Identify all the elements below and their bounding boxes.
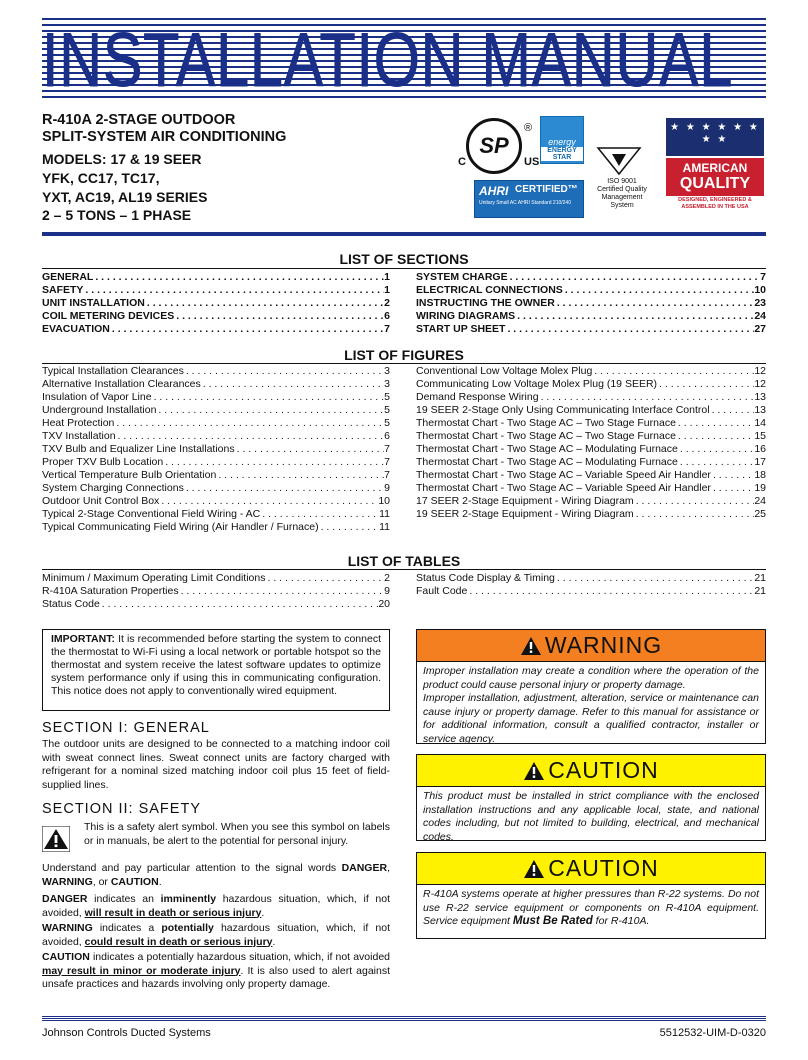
iso-line-2: Certified Quality [597, 186, 647, 193]
sections-left-list [42, 271, 390, 336]
toc-entry-label: Proper TXV Bulb Location [42, 456, 164, 468]
toc-entry[interactable] [42, 310, 390, 323]
toc-entry-page: 24 [754, 495, 766, 507]
toc-entry[interactable] [42, 417, 390, 430]
aq-bot-1: DESIGNED, ENGINEERED & [678, 197, 752, 203]
toc-entry-label: Status Code [42, 598, 100, 610]
toc-entry-page: 12 [754, 365, 766, 377]
toc-entry-label: GENERAL [42, 271, 94, 283]
aq-american: AMERICAN [682, 161, 748, 175]
footer-rule [42, 1016, 766, 1021]
energy-star-logo [540, 116, 584, 164]
toc-entry-page: 25 [754, 508, 766, 520]
toc-entry-page: 18 [754, 469, 766, 481]
toc-entry-label: System Charging Connections [42, 482, 184, 494]
toc-entry[interactable] [42, 495, 390, 508]
toc-entry-page: 13 [754, 404, 766, 416]
toc-entry-label: Typical Communicating Field Wiring (Air Handler / Furnace) [42, 521, 319, 533]
sw-danger: DANGER [341, 862, 388, 874]
toc-leader-dots [216, 469, 384, 482]
sw-sep2: , or [92, 875, 111, 888]
toc-entry-page: 23 [754, 297, 766, 309]
ahri-sub: Unitary Small AC AHRI Standard 210/240 [479, 200, 571, 206]
toc-entry[interactable] [42, 284, 390, 297]
toc-leader-dots [184, 365, 384, 378]
toc-entry-page: 3 [384, 365, 390, 377]
caution-ul: may result in minor or moderate injury [42, 964, 241, 977]
toc-entry-page: 10 [378, 495, 390, 507]
toc-entry-label: Outdoor Unit Control Box [42, 495, 160, 507]
danger-ul: will result in death or serious injury [84, 906, 262, 919]
warning-ul: could result in death or serious injury [84, 935, 273, 948]
toc-entry-page: 21 [754, 585, 766, 597]
warning-triangle-icon [520, 636, 542, 656]
toc-entry-page: 11 [379, 521, 390, 533]
toc-entry-label: 19 SEER 2-Stage Only Using Communicating Interface Control [416, 404, 710, 416]
toc-entry[interactable] [416, 456, 766, 469]
toc-entry-label: SYSTEM CHARGE [416, 271, 508, 283]
product-title [42, 112, 286, 146]
toc-entry-page: 9 [384, 482, 390, 494]
toc-entry-page: 1 [384, 271, 390, 283]
list-of-tables-heading: LIST OF TABLES [347, 553, 461, 569]
sw-sep: , [387, 862, 390, 874]
toc-entry-page: 9 [384, 585, 390, 597]
footer-doc-number: 5512532-UIM-D-0320 [659, 1027, 766, 1039]
toc-entry[interactable] [42, 297, 390, 310]
toc-entry-label: Thermostat Chart - Two Stage AC – Modulating Furnace [416, 443, 678, 455]
section-1-text: The outdoor units are designed to be connected to a matching indoor coil with sweat connect lines. Sweat connect units are factory charged with refrigerant for a nominal sized matching indoor coil plus 15 feet of field-supplied lines. [42, 738, 390, 791]
product-line-1: R-410A 2-STAGE OUTDOOR [42, 112, 236, 128]
caution2-b: Must Be Rated [512, 915, 593, 927]
tons-phase: 2 – 5 TONS – 1 PHASE [42, 207, 192, 223]
important-notice [42, 629, 390, 711]
toc-leader-dots [539, 391, 755, 404]
toc-entry-label: Insulation of Vapor Line [42, 391, 152, 403]
toc-leader-dots [145, 297, 384, 310]
toc-entry[interactable] [42, 521, 390, 534]
toc-entry[interactable] [416, 585, 766, 598]
caution-a: indicates a potentially hazardous situation, which, if not avoided [89, 951, 390, 963]
caution-box-1 [416, 754, 766, 841]
danger-word: DANGER [42, 893, 88, 905]
toc-entry-page: 17 [754, 456, 766, 468]
toc-entry-label: Underground Installation [42, 404, 157, 416]
caution-box-2 [416, 852, 766, 939]
sw-caution: CAUTION [110, 875, 159, 888]
sw-warning: WARNING [42, 875, 93, 888]
toc-entry[interactable] [416, 417, 766, 430]
toc-entry-label: TXV Bulb and Equalizer Line Installations [42, 443, 235, 455]
toc-entry-label: 17 SEER 2-Stage Equipment - Wiring Diagram [416, 495, 634, 507]
toc-entry-page: 11 [379, 508, 390, 520]
toc-entry-page: 1 [384, 284, 390, 296]
toc-entry[interactable] [42, 508, 390, 521]
header-rule [42, 232, 766, 236]
caution-header-1 [417, 755, 765, 787]
sections-right-list [416, 271, 766, 336]
ahri-certified: CERTIFIED™ [515, 184, 578, 195]
toc-leader-dots [174, 310, 384, 323]
aq-bottom [666, 197, 764, 211]
sw-end: . [158, 875, 162, 888]
toc-entry-page: 5 [384, 417, 390, 429]
figures-right-list [416, 365, 766, 521]
toc-entry-label: UNIT INSTALLATION [42, 297, 145, 309]
iso-text [592, 178, 652, 210]
csa-logo: SP [466, 118, 522, 174]
toc-leader-dots [93, 271, 384, 284]
caution-triangle-icon [523, 761, 545, 781]
toc-entry-label: 19 SEER 2-Stage Equipment - Wiring Diagram [416, 508, 634, 520]
toc-entry-page: 10 [754, 284, 766, 296]
warning-body [417, 662, 765, 749]
toc-entry[interactable] [416, 310, 766, 323]
toc-leader-dots [555, 297, 754, 310]
toc-entry[interactable] [42, 585, 390, 598]
toc-entry-page: 16 [754, 443, 766, 455]
caution-body-1: This product must be installed in strict compliance with the enclosed installation instructions and any applicable local, state, and national codes including, but not limited to building, electrical, and mechanical codes. [423, 790, 759, 843]
toc-leader-dots [634, 495, 755, 508]
toc-entry[interactable] [416, 404, 766, 417]
toc-entry[interactable] [416, 508, 766, 521]
toc-entry-label: EVACUATION [42, 323, 110, 335]
american-quality-logo [666, 118, 764, 214]
toc-leader-dots [260, 508, 379, 521]
warning-c: . [272, 935, 276, 948]
toc-entry-label: Minimum / Maximum Operating Limit Conditions [42, 572, 266, 584]
tables-left-list [42, 572, 390, 611]
toc-entry-page: 7 [384, 469, 390, 481]
toc-entry-label: ELECTRICAL CONNECTIONS [416, 284, 563, 296]
warning-b: hazardous situation, which, if not avoided, [42, 922, 390, 948]
csa-c-mark: C [458, 156, 466, 168]
toc-leader-dots [235, 443, 385, 456]
toc-leader-dots [163, 456, 384, 469]
toc-leader-dots [555, 572, 754, 585]
safety-alert-icon [42, 826, 70, 852]
toc-leader-dots [319, 521, 380, 534]
toc-entry[interactable] [416, 365, 766, 378]
toc-entry-page: 5 [384, 391, 390, 403]
toc-entry[interactable] [42, 430, 390, 443]
caution-body-2 [417, 885, 765, 932]
toc-entry-page: 7 [384, 443, 390, 455]
csa-us-mark: US [524, 156, 540, 168]
toc-entry-label: START UP SHEET [416, 323, 506, 335]
danger-em: imminently [160, 893, 217, 905]
energy-star-label: ENERGY STAR [541, 147, 583, 161]
toc-entry[interactable] [42, 378, 390, 391]
divider [42, 268, 766, 269]
toc-entry-page: 14 [754, 417, 766, 429]
ahri-name: AHRI [479, 184, 509, 198]
toc-entry[interactable] [42, 365, 390, 378]
danger-a: indicates an [87, 893, 161, 905]
toc-leader-dots [100, 598, 379, 611]
toc-leader-dots [515, 310, 754, 323]
toc-entry-page: 2 [384, 572, 390, 584]
warning-header [417, 630, 765, 662]
toc-leader-dots [83, 284, 384, 297]
toc-leader-dots [116, 430, 385, 443]
toc-entry-label: Status Code Display & Timing [416, 572, 555, 584]
toc-entry-page: 20 [378, 598, 390, 610]
warning-paragraph [42, 922, 390, 949]
toc-entry[interactable] [416, 391, 766, 404]
toc-entry-label: Thermostat Chart - Two Stage AC – Variable Speed Air Handler [416, 482, 711, 494]
caution-triangle-icon [523, 859, 545, 879]
important-label: IMPORTANT: [51, 633, 115, 645]
danger-c: . [261, 906, 265, 919]
aq-bot-2: ASSEMBLED IN THE USA [681, 204, 749, 210]
warning-title: WARNING [544, 632, 663, 658]
toc-leader-dots [676, 430, 754, 443]
toc-entry[interactable] [416, 482, 766, 495]
toc-entry[interactable] [42, 391, 390, 404]
toc-entry-page: 24 [754, 310, 766, 322]
toc-entry-label: Vertical Temperature Bulb Orientation [42, 469, 217, 481]
sw-text: Understand and pay particular attention to the signal words [42, 862, 342, 874]
toc-entry[interactable] [42, 404, 390, 417]
toc-entry[interactable] [416, 469, 766, 482]
models [42, 150, 207, 207]
toc-leader-dots [179, 585, 385, 598]
toc-entry-label: Typical Installation Clearances [42, 365, 184, 377]
list-of-sections-heading: LIST OF SECTIONS [339, 251, 469, 267]
toc-leader-dots [592, 365, 754, 378]
toc-leader-dots [201, 378, 384, 391]
toc-leader-dots [265, 572, 384, 585]
toc-entry-label: INSTRUCTING THE OWNER [416, 297, 555, 309]
aq-stars: ★ ★ ★ ★ ★ ★ ★ ★ [666, 118, 764, 156]
toc-entry-label: TXV Installation [42, 430, 116, 442]
toc-leader-dots [657, 378, 754, 391]
warning-p1: Improper installation may create a condition where the operation of the product could cause personal injury or property damage. [423, 665, 759, 691]
toc-entry-page: 21 [754, 572, 766, 584]
caution-title-1: CAUTION [548, 757, 659, 783]
toc-entry[interactable] [416, 443, 766, 456]
iso-badge-icon [596, 146, 642, 176]
toc-entry-label: Conventional Low Voltage Molex Plug [416, 365, 593, 377]
toc-entry-label: Typical 2-Stage Conventional Field Wiring - AC [42, 508, 261, 520]
divider [42, 569, 766, 570]
toc-entry-label: Thermostat Chart - Two Stage AC – Variable Speed Air Handler [416, 469, 711, 481]
toc-leader-dots [467, 585, 754, 598]
toc-leader-dots [159, 495, 378, 508]
toc-leader-dots [110, 323, 384, 336]
danger-b: hazardous situation, which, if not avoided, [42, 893, 390, 919]
toc-leader-dots [563, 284, 755, 297]
toc-entry[interactable] [42, 443, 390, 456]
aq-mid [666, 158, 764, 196]
toc-entry[interactable] [416, 572, 766, 585]
divider [42, 363, 766, 364]
toc-leader-dots [711, 482, 754, 495]
footer-company: Johnson Controls Ducted Systems [42, 1027, 211, 1039]
caution2-c: for R-410A. [592, 915, 650, 927]
toc-entry-page: 19 [754, 482, 766, 494]
toc-entry-page: 5 [384, 404, 390, 416]
toc-leader-dots [678, 456, 754, 469]
toc-entry[interactable] [416, 297, 766, 310]
toc-leader-dots [711, 469, 754, 482]
danger-paragraph [42, 893, 390, 920]
toc-entry[interactable] [42, 271, 390, 284]
toc-entry-page: 7 [384, 323, 390, 335]
aq-quality: QUALITY [679, 175, 751, 192]
warning-p2: Improper installation, adjustment, alteration, service or maintenance can cause injury or property damage. Refer to this manual for assistance or for additional information, consult a qualified contractor, installer or service agency. [423, 692, 759, 745]
toc-entry-label: R-410A Saturation Properties [42, 585, 179, 597]
list-of-figures-heading: LIST OF FIGURES [344, 347, 464, 363]
toc-entry-page: 7 [384, 456, 390, 468]
toc-entry-label: WIRING DIAGRAMS [416, 310, 516, 322]
toc-entry[interactable] [416, 430, 766, 443]
toc-entry-label: Communicating Low Voltage Molex Plug (19 SEER) [416, 378, 658, 390]
toc-entry-page: 12 [754, 378, 766, 390]
toc-entry-label: COIL METERING DEVICES [42, 310, 175, 322]
toc-leader-dots [505, 323, 754, 336]
signal-words-paragraph [42, 862, 390, 889]
toc-leader-dots [508, 271, 761, 284]
toc-leader-dots [152, 391, 385, 404]
models-line-2: YFK, CC17, TC17, [42, 170, 160, 186]
toc-entry[interactable] [42, 323, 390, 336]
iso-line-1: ISO 9001 [607, 178, 637, 185]
models-line-3: YXT, AC19, AL19 SERIES [42, 189, 208, 205]
toc-entry-page: 7 [760, 271, 766, 283]
toc-leader-dots [634, 508, 755, 521]
toc-entry[interactable] [416, 284, 766, 297]
caution-title-2: CAUTION [548, 855, 659, 881]
iso-line-3: Management System [601, 194, 643, 209]
caution-paragraph [42, 951, 390, 992]
caution-b: . It is also used to alert against unsafe practices and hazards involving only property damage. [42, 964, 391, 990]
toc-leader-dots [710, 404, 755, 417]
toc-entry-label: Thermostat Chart - Two Stage AC – Two Stage Furnace [416, 430, 676, 442]
warning-word: WARNING [42, 922, 93, 934]
warning-em: potentially [161, 922, 214, 934]
toc-entry-page: 15 [754, 430, 766, 442]
safety-symbol-text: This is a safety alert symbol. When you see this symbol on labels or in manuals, be alert to the potential for personal injury. [84, 821, 390, 847]
warning-box [416, 629, 766, 744]
toc-entry[interactable] [416, 271, 766, 284]
toc-entry-page: 3 [384, 378, 390, 390]
toc-entry[interactable] [42, 572, 390, 585]
toc-entry[interactable] [42, 456, 390, 469]
toc-entry-label: Demand Response Wiring [416, 391, 539, 403]
toc-entry[interactable] [42, 598, 390, 611]
toc-entry-label: Thermostat Chart - Two Stage AC – Modulating Furnace [416, 456, 678, 468]
caution2-a: R-410A systems operate at higher pressures than R-22 systems. Do not use R-22 service equipment or components on R-410A equipment. Service equipment [423, 888, 759, 927]
toc-leader-dots [156, 404, 384, 417]
figures-left-list [42, 365, 390, 534]
toc-leader-dots [184, 482, 384, 495]
toc-entry-page: 6 [384, 310, 390, 322]
section-2-heading: SECTION II: SAFETY [42, 801, 201, 817]
toc-entry-page: 2 [384, 297, 390, 309]
caution-word: CAUTION [42, 951, 90, 963]
toc-leader-dots [114, 417, 384, 430]
toc-entry[interactable] [416, 495, 766, 508]
energy-star-script: energy [548, 137, 576, 147]
models-line-1: MODELS: 17 & 19 SEER [42, 151, 202, 167]
csa-registered-mark: ® [524, 122, 533, 134]
toc-entry[interactable] [42, 482, 390, 495]
ahri-logo [474, 180, 584, 218]
toc-entry-label: Fault Code [416, 585, 468, 597]
warning-a: indicates a [92, 922, 162, 934]
toc-entry-label: SAFETY [42, 284, 84, 296]
toc-leader-dots [676, 417, 754, 430]
product-line-2: SPLIT-SYSTEM AIR CONDITIONING [42, 129, 287, 145]
caution-header-2 [417, 853, 765, 885]
toc-entry-page: 6 [384, 430, 390, 442]
toc-entry[interactable] [416, 323, 766, 336]
toc-entry[interactable] [42, 469, 390, 482]
toc-entry-page: 27 [754, 323, 766, 335]
toc-leader-dots [678, 443, 754, 456]
toc-entry-label: Alternative Installation Clearances [42, 378, 201, 390]
toc-entry[interactable] [416, 378, 766, 391]
banner-title: INSTALLATION MANUAL [42, 18, 734, 103]
tables-right-list [416, 572, 766, 598]
toc-entry-label: Thermostat Chart - Two Stage AC – Two Stage Furnace [416, 417, 676, 429]
important-text: It is recommended before starting the system to connect the thermostat to Wi-Fi using a local network or portable hotspot so the thermostat and system receive the latest software updates to optimize system performance only if using this in communicating configuration. This notice does not apply to conventionally wired equipment. [51, 633, 381, 698]
toc-entry-label: Heat Protection [42, 417, 115, 429]
toc-entry-page: 13 [754, 391, 766, 403]
section-1-heading: SECTION I: GENERAL [42, 720, 210, 736]
